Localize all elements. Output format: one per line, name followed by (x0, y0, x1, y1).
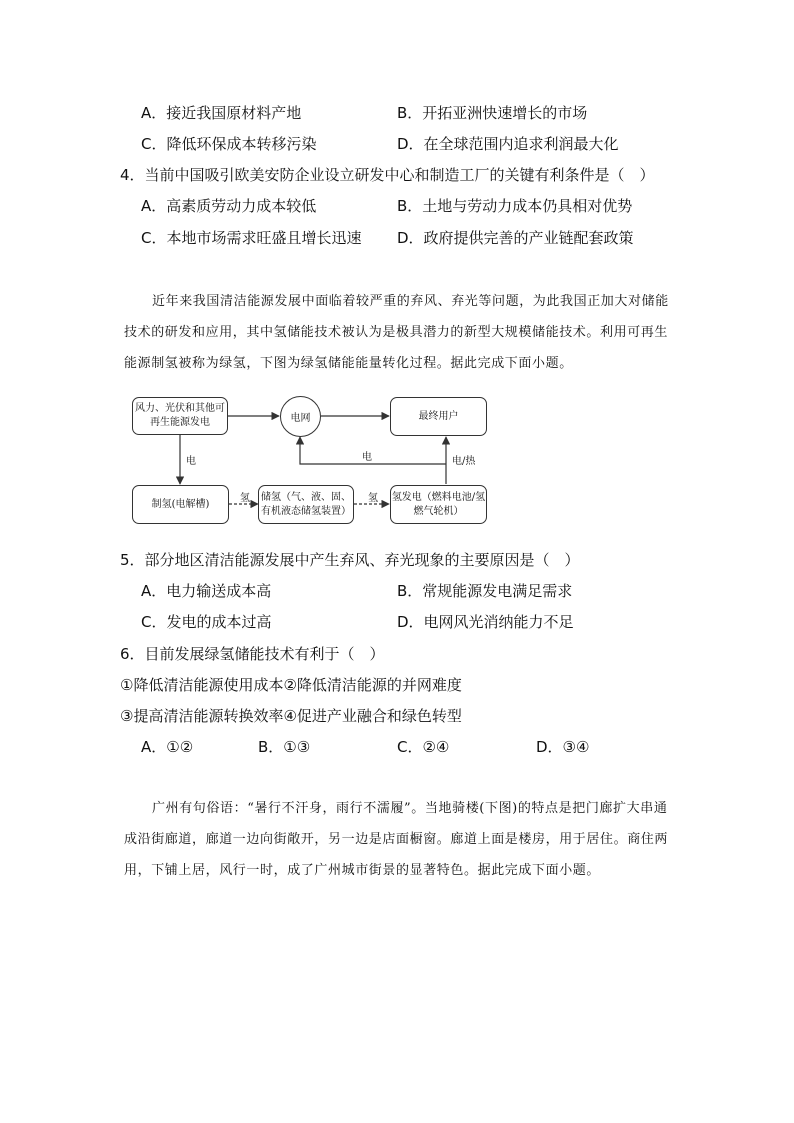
label-electricity-back: 电 (362, 452, 372, 463)
q5-option-a: A．电力输送成本高 (141, 582, 272, 600)
label-hydrogen-1: 氢 (240, 493, 250, 504)
q5-option-c: C．发电的成本过高 (141, 613, 272, 631)
label-electricity-heat: 电/热 (452, 456, 476, 467)
passage-arcade-text: 广州有句俗语：“暑行不汗身，雨行不濡履”。当地骑楼(下图)的特点是把门廊扩大串通成沿街廊道，廊道一边向街敞开，另一边是店面橱窗。廊道上面是楼房，用于居住。商住两用，下铺上居，风行一时，成了广州城市街景的显著特色。据此完成下面小题。 (124, 801, 669, 878)
q5-stem: 5．部分地区清洁能源发展中产生弃风、弃光现象的主要原因是（ ） (120, 551, 580, 569)
q3-option-b: B．开拓亚洲快速增长的市场 (397, 104, 588, 122)
arrow-h2power-to-grid (300, 437, 446, 464)
q3-option-c: C．降低环保成本转移污染 (141, 135, 317, 153)
node-end-user: 最终用户 (390, 397, 487, 436)
q4-stem: 4．当前中国吸引欧美安防企业设立研发中心和制造工厂的关键有利条件是（ ） (120, 166, 655, 184)
q3-option-d: D．在全球范围内追求利润最大化 (397, 135, 619, 153)
label-electricity-down: 电 (186, 456, 196, 467)
passage-hydrogen-storage (124, 286, 672, 379)
passage-arcade-building (124, 793, 672, 886)
q6-statement-line2: ③提高清洁能源转换效率④促进产业融合和绿色转型 (120, 707, 462, 725)
q6-option-a: A．①② (141, 738, 194, 756)
q6-stem: 6．目前发展绿氢储能技术有利于（ ） (120, 645, 385, 663)
node-hydrogen-storage: 储氢（气、液、固、有机液态储氢装置） (258, 485, 354, 524)
q4-option-b: B．土地与劳动力成本仍具相对优势 (397, 197, 633, 215)
passage-hydrogen-text: 近年来我国清洁能源发展中面临着较严重的弃风、弃光等问题，为此我国正加大对储能技术的研发和应用，其中氢储能技术被认为是极具潜力的新型大规模储能技术。利用可再生能源制氢被称为绿氢，下图为绿氢储能能量转化过程。据此完成下面小题。 (124, 294, 669, 371)
node-grid: 电网 (280, 396, 321, 437)
q3-option-a: A．接近我国原材料产地 (141, 104, 302, 122)
q5-option-d: D．电网风光消纳能力不足 (397, 613, 574, 631)
q6-statement-line1: ①降低清洁能源使用成本②降低清洁能源的并网难度 (120, 676, 462, 694)
node-hydrogen-power: 氢发电（燃料电池/氢燃气轮机） (390, 485, 487, 524)
node-renewable-generation: 风力、光伏和其他可再生能源发电 (132, 397, 228, 435)
q4-option-d: D．政府提供完善的产业链配套政策 (397, 229, 634, 247)
q6-option-c: C．②④ (397, 738, 450, 756)
node-electrolysis: 制氢(电解槽) (132, 485, 229, 524)
q6-option-d: D．③④ (536, 738, 590, 756)
q4-option-c: C．本地市场需求旺盛且增长迅速 (141, 229, 362, 247)
q5-option-b: B．常规能源发电满足需求 (397, 582, 573, 600)
label-hydrogen-2: 氢 (368, 493, 378, 504)
q4-option-a: A．高素质劳动力成本较低 (141, 197, 317, 215)
q6-option-b: B．①③ (258, 738, 311, 756)
